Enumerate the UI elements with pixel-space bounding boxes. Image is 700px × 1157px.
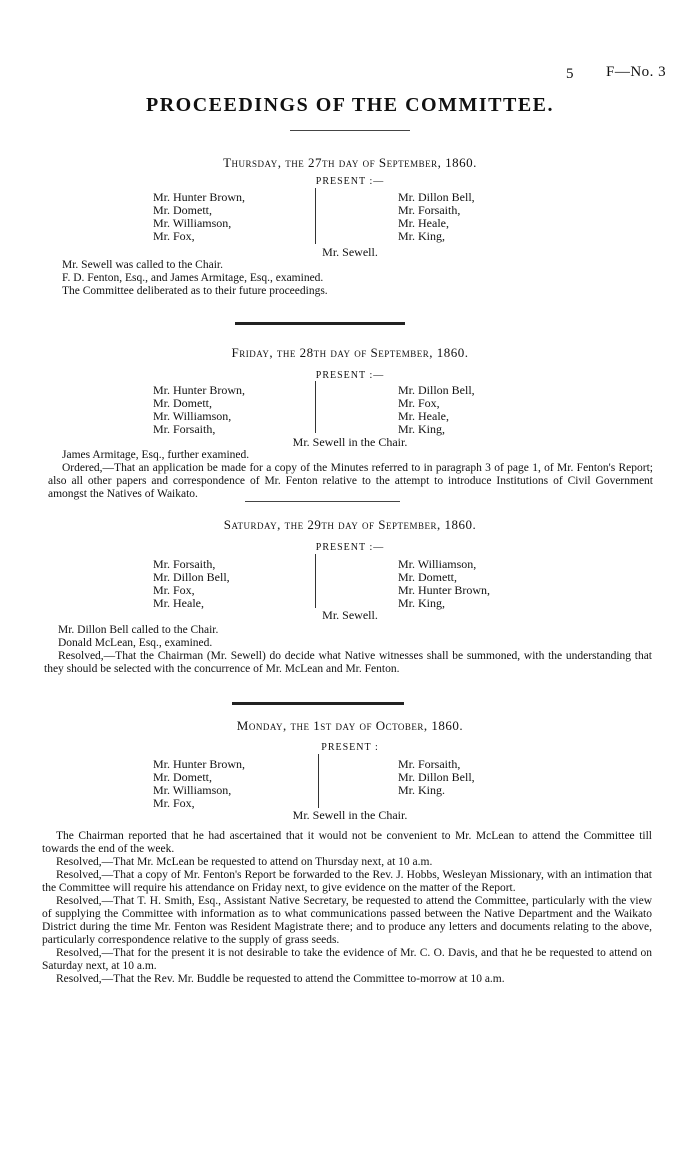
members-left [153,191,245,243]
members-left [153,384,245,436]
minutes-paragraph: Resolved,—That Mr. McLean be requested to attend on Thursday next, at 10 a.m. [56,856,433,868]
member-name: Mr. King, [398,422,446,436]
column-divider [315,188,316,244]
members-right [398,191,475,243]
members-right [398,558,490,610]
minutes-paragraph: Resolved,—That for the present it is not desirable to take the evidence of Mr. C. O. Davis, and that he be requested to attend on Saturday next, at 10 a.m. [42,947,652,972]
minutes-paragraph: Mr. Sewell was called to the Chair. [62,259,223,271]
member-name: Mr. Domett, [153,203,212,217]
present-label: PRESENT :— [315,542,385,553]
member-name: Mr. Fox, [398,396,440,410]
minutes-text [44,624,652,676]
member-name: Mr. Forsaith, [153,422,216,436]
member-name: Mr. Williamson, [398,557,477,571]
member-name: Mr. Hunter Brown, [153,383,245,397]
minutes-paragraph: James Armitage, Esq., further examined. [62,449,250,461]
minutes-paragraph: Ordered,—That an application be made for a copy of the Minutes referred to in paragraph 3 of page 1, of Mr. Fenton's Report; also all other papers and correspondence of Mr. Fenton relative to the attempt to introduce Institutions of Civil Government amongst the Natives of Waikato. [48,462,653,500]
column-divider [315,554,316,608]
member-name: Mr. Domett, [398,570,457,584]
member-name: Mr. King, [398,229,446,243]
present-label: PRESENT :— [315,176,385,187]
minutes-paragraph: Mr. Dillon Bell called to the Chair. [58,624,219,636]
minutes-paragraph: The Committee deliberated as to their future proceedings. [62,285,328,297]
section-rule [232,702,404,705]
session-date: Monday, the 1st day of October, 1860. [236,718,464,733]
column-divider [318,754,319,808]
member-name: Mr. Williamson, [153,409,232,423]
present-label: PRESENT :— [315,370,385,381]
chair-line: Mr. Sewell in the Chair. [292,435,408,449]
chair-line: Mr. Sewell. [322,245,378,259]
page-number: 5 [566,66,574,82]
members-left [153,558,230,610]
member-name: Mr. Hunter Brown, [153,757,245,771]
page-title: PROCEEDINGS OF THE COMMITTEE. [146,94,554,116]
minutes-text [42,830,652,986]
member-name: Mr. Dillon Bell, [398,383,475,397]
minutes-paragraph: Resolved,—That a copy of Mr. Fenton's Report be forwarded to the Rev. J. Hobbs, Wesleyan Missionary, with an intimation that the Committee will require his attendance on Friday next, to give evidence on the matter of the Report. [42,869,652,894]
chair-line: Mr. Sewell. [322,608,378,622]
member-name: Mr. Domett, [153,770,212,784]
member-name: Mr. Heale, [153,596,204,610]
column-divider [315,381,316,433]
session-date: Saturday, the 29th day of September, 1860. [223,517,477,532]
section-rule [245,501,400,502]
present-label: PRESENT : [321,742,379,753]
member-name: Mr. Williamson, [153,783,232,797]
member-name: Mr. Fox, [153,229,195,243]
session-date: Friday, the 28th day of September, 1860. [231,345,469,360]
session-date: Thursday, the 27th day of September, 1860. [223,155,477,170]
member-name: Mr. Hunter Brown, [153,190,245,204]
member-name: Mr. Domett, [153,396,212,410]
member-name: Mr. Fox, [153,583,195,597]
minutes-text [48,449,653,501]
title-rule [290,130,410,131]
member-name: Mr. Dillon Bell, [398,770,475,784]
minutes-paragraph: Resolved,—That T. H. Smith, Esq., Assistant Native Secretary, be requested to attend the Committee, particularly with the view of supplying the Committee with information as to what communications passed between the Native Department and the Waikato District during the time Mr. Fenton was Resident Magistrate there; and to produce any letters and documents relating to the above, particularly correspondence relative to the supply of grass seeds. [42,895,652,946]
member-name: Mr. Williamson, [153,216,232,230]
member-name: Mr. Forsaith, [398,757,461,771]
members-right [398,384,475,436]
minutes-paragraph: F. D. Fenton, Esq., and James Armitage, Esq., examined. [62,272,324,284]
minutes-paragraph: The Chairman reported that he had ascertained that it would not be convenient to Mr. McLean to attend the Committee till towards the end of the week. [42,830,652,855]
chair-line: Mr. Sewell in the Chair. [292,808,408,822]
minutes-paragraph: Donald McLean, Esq., examined. [58,637,213,649]
members-right [398,758,475,797]
members-left [153,758,245,810]
member-name: Mr. Hunter Brown, [398,583,490,597]
member-name: Mr. Dillon Bell, [398,190,475,204]
member-name: Mr. Forsaith, [153,557,216,571]
minutes-paragraph: Resolved,—That the Rev. Mr. Buddle be requested to attend the Committee to-morrow at 10 a.m. [56,973,505,985]
minutes-text [62,259,652,298]
member-name: Mr. King. [398,783,446,797]
member-name: Mr. Dillon Bell, [153,570,230,584]
member-name: Mr. Heale, [398,216,449,230]
member-name: Mr. Heale, [398,409,449,423]
section-rule [235,322,405,325]
member-name: Mr. King, [398,596,446,610]
member-name: Mr. Fox, [153,796,195,810]
document-reference: F—No. 3 [606,64,667,80]
member-name: Mr. Forsaith, [398,203,461,217]
minutes-paragraph: Resolved,—That the Chairman (Mr. Sewell) do decide what Native witnesses shall be summoned, with the understanding that they should be selected with the concurrence of Mr. McLean and Mr. Fenton. [44,650,652,675]
